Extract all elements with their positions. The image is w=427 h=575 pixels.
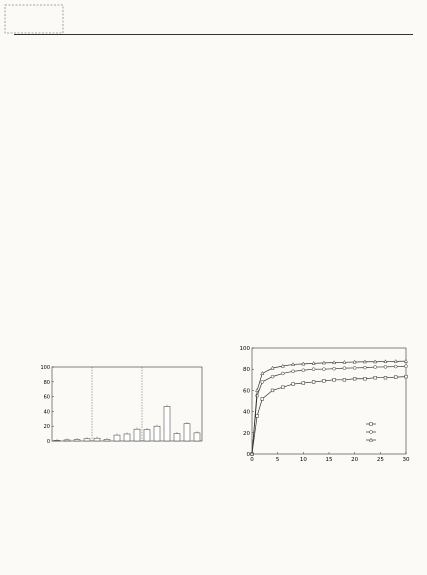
data-point [333,367,336,370]
bar-chart [30,363,210,481]
bar [104,439,110,441]
y-tick-label: 20 [43,424,50,431]
data-point [405,365,408,368]
series-line [252,377,406,454]
x-tick-label: 10 [299,457,307,463]
y-tick-label: 40 [43,409,50,416]
line-chart [222,340,414,480]
bar [194,433,200,441]
data-point [322,368,325,371]
bar [144,430,150,441]
x-tick-label: 5 [275,457,280,463]
y-tick-label: 40 [243,409,250,416]
y-tick-label: 60 [43,394,50,401]
y-tick-label: 100 [40,365,50,371]
data-point [384,376,387,379]
data-point [292,370,295,373]
plot-frame [252,348,406,454]
bar [164,406,170,441]
series-line [252,366,406,454]
data-point [292,383,295,386]
right-column [220,44,412,45]
data-point [302,382,305,385]
bar [94,438,100,441]
data-point [322,379,325,382]
y-tick-label: 20 [243,430,250,437]
data-point [353,377,356,380]
page-header [0,0,427,44]
data-point [353,366,356,369]
y-tick-label: 60 [243,388,250,395]
x-tick-label: 0 [250,457,254,463]
data-point [384,365,387,368]
bar [54,440,60,441]
left-column [16,44,208,47]
x-tick-label: 30 [402,457,410,463]
data-point [256,389,259,392]
header-divider [14,34,413,35]
y-tick-label: 80 [43,379,50,386]
bar [154,426,160,441]
legend-marker [370,431,373,434]
data-point [343,378,346,381]
data-point [261,397,264,400]
y-tick-label: 0 [46,439,50,445]
data-point [261,380,264,383]
figure-caption [16,486,414,488]
data-point [256,414,259,417]
data-point [312,368,315,371]
bar [124,434,130,441]
data-point [364,377,367,380]
x-tick-label: 15 [325,457,333,463]
data-point [271,389,274,392]
plot-frame [52,367,202,441]
bar [184,424,190,441]
data-point [312,381,315,384]
bar [114,435,120,441]
data-point [363,366,366,369]
y-tick-label: 0 [246,452,250,458]
data-point [271,375,274,378]
data-point [394,365,397,368]
bar [64,440,70,441]
figure-b [222,340,414,480]
journal-logo-icon [4,3,66,37]
bar [134,429,140,441]
data-point [405,375,408,378]
series-line [252,361,406,454]
data-point [302,369,305,372]
data-point [343,367,346,370]
y-tick-label: 100 [239,346,250,352]
bar [174,434,180,441]
y-tick-label: 80 [243,367,250,374]
x-tick-label: 20 [351,457,359,463]
data-point [281,386,284,389]
figure-a [30,363,210,481]
data-point [374,376,377,379]
x-tick-label: 25 [376,457,384,463]
legend-marker [370,423,373,426]
data-point [281,372,284,375]
data-point [374,366,377,369]
data-point [394,376,397,379]
bar [74,440,80,441]
bar [84,439,90,441]
data-point [333,378,336,381]
